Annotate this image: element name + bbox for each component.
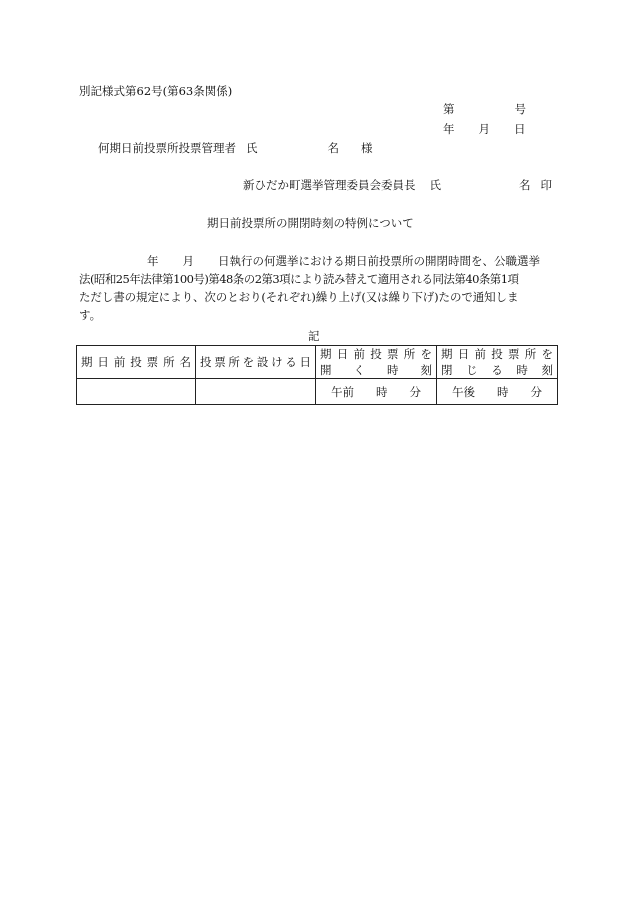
sender-line (243, 180, 552, 192)
form-number: 別記様式第62号(第63条関係) (79, 84, 233, 98)
am-hour-label: 時 (376, 384, 388, 399)
header-open-time (316, 346, 437, 379)
table-header-row (77, 346, 558, 379)
recipient-title: 何期日前投票所投票管理者 (98, 141, 236, 155)
cell-open-time (316, 379, 437, 405)
header-close-line1: 期日前投票所を (441, 347, 553, 361)
sender-shi: 氏 (429, 178, 441, 192)
body-year: 年 (147, 254, 159, 268)
sender-title: 新ひだか町選挙管理委員会委員長 (243, 178, 416, 192)
sender-seal: 印 (540, 178, 552, 192)
sender-mei: 名 (519, 178, 531, 192)
cell-setup-day (196, 379, 316, 405)
pm-hour-label: 時 (497, 384, 509, 399)
date-day: 日 (514, 122, 526, 136)
ki-heading: 記 (308, 329, 320, 343)
document-date-line (443, 124, 526, 136)
body-month: 月 (182, 254, 194, 268)
doc-number-suffix: 号 (514, 102, 526, 116)
body-line-2: 法(昭和25年法律第100号)第48条の2第3項により読み替えて適用される同法第40条第1項 (79, 272, 519, 286)
pm-label: 午後 (452, 384, 475, 399)
header-place-name: 期日前投票所名 (77, 346, 196, 379)
header-open-line1: 期日前投票所を (320, 347, 432, 361)
recipient-sama: 様 (361, 141, 373, 155)
body-line-1-rest: 日執行の何選挙における期日前投票所の開閉時間を、公職選挙 (218, 254, 540, 268)
am-minute-label: 分 (409, 384, 421, 399)
recipient-mei: 名 (327, 141, 339, 155)
body-line-4: す。 (79, 308, 102, 322)
cell-place-name (77, 379, 196, 405)
document-title: 期日前投票所の開閉時刻の特例について (207, 216, 414, 230)
am-label: 午前 (331, 384, 354, 399)
schedule-table (76, 345, 558, 405)
body-line-3: ただし書の規定により、次のとおり(それぞれ)繰り上げ(又は繰り下げ)たので通知しま (79, 290, 519, 304)
table-row (77, 379, 558, 405)
date-year: 年 (443, 122, 455, 136)
body-paragraph (79, 252, 557, 324)
header-close-line2: 閉じる時刻 (441, 363, 553, 377)
cell-close-time (437, 379, 558, 405)
document-number-line (443, 104, 526, 116)
header-close-time (437, 346, 558, 379)
recipient-shi: 氏 (246, 141, 258, 155)
header-open-line2: 開く時刻 (320, 363, 432, 377)
body-line-1 (79, 252, 557, 270)
recipient-line (98, 143, 373, 155)
doc-number-prefix: 第 (443, 102, 455, 116)
header-setup-day: 投票所を設ける日 (196, 346, 316, 379)
date-month: 月 (478, 122, 490, 136)
pm-minute-label: 分 (530, 384, 542, 399)
